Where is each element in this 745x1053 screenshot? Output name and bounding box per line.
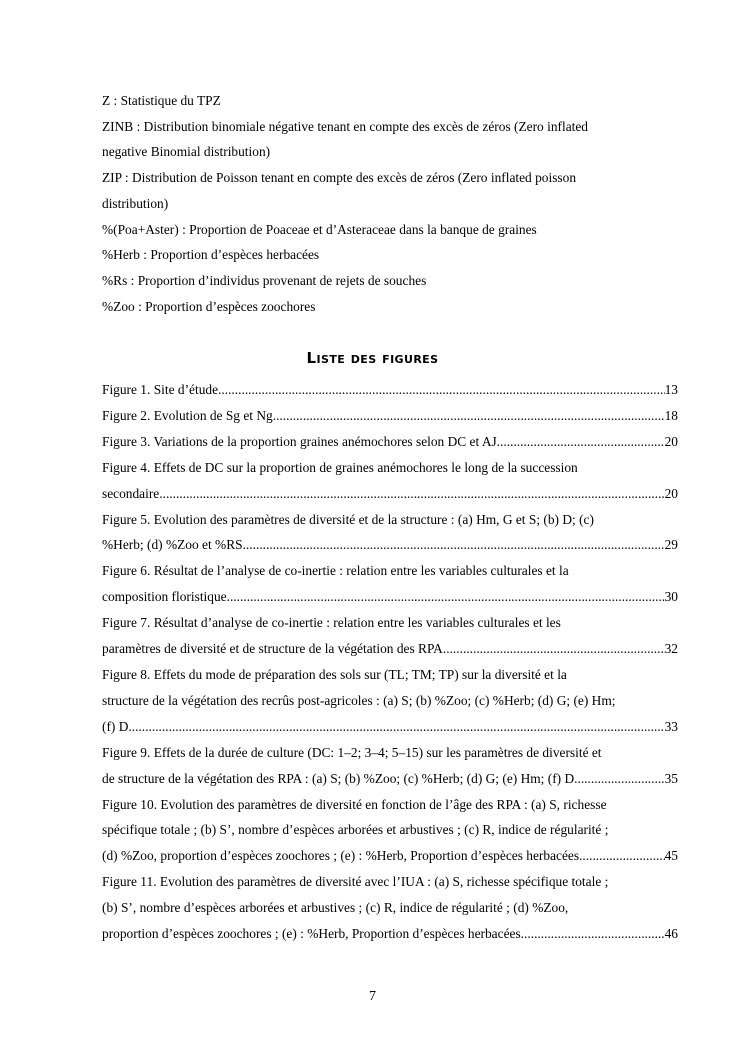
- figure-page-number: 32: [664, 641, 678, 657]
- dot-leader: [159, 481, 664, 507]
- figure-entry[interactable]: [102, 610, 678, 662]
- figure-entry-text: Figure 11. Evolution des paramètres de diversité avec l’IUA : (a) S, richesse spécifique totale ;: [102, 874, 609, 890]
- figure-entry-last-line: [102, 429, 678, 455]
- figure-page-number: 13: [664, 382, 678, 397]
- figure-entry-text: paramètres de diversité et de structure de la végétation des RPA.: [102, 641, 447, 657]
- abbreviation-line: distribution): [102, 195, 169, 211]
- abbreviation-line: ZIP : Distribution de Poisson tenant en compte des excès de zéros (Zero inflated poisson: [102, 170, 577, 186]
- figure-entry-last-line: [102, 584, 678, 610]
- figure-page-number: 20: [664, 485, 678, 501]
- figure-entry-text: Figure 10. Evolution des paramètres de diversité en fonction de l’âge des RPA : (a) S, richesse: [102, 796, 607, 812]
- figure-entry-text: Figure 8. Effets du mode de préparation des sols sur (TL; TM; TP) sur la diversité et la: [102, 666, 567, 682]
- figures-list: [102, 377, 678, 947]
- figure-entry-text: (b) S’, nombre d’espèces arborées et arbustives ; (c) R, indice de régularité ; (d) %Zoo,: [102, 900, 569, 916]
- abbreviation-entry: [102, 217, 662, 243]
- figure-entry-last-line: [102, 636, 678, 662]
- figure-entry[interactable]: [102, 792, 678, 870]
- abbreviation-entry: [102, 294, 662, 320]
- abbreviation-entry: [102, 242, 662, 268]
- dot-leader: [521, 921, 665, 947]
- figure-entry[interactable]: [102, 403, 678, 429]
- dot-leader: [246, 532, 665, 558]
- dot-leader: [273, 403, 665, 429]
- figure-entry-text: Figure 5. Evolution des paramètres de diversité et de la structure : (a) Hm, G et S; (b) D; (c): [102, 511, 594, 527]
- figures-list-heading: Liste des figures: [306, 349, 439, 367]
- figure-page-number: 33: [664, 718, 678, 734]
- abbreviation-entry: [102, 165, 662, 216]
- figure-entry-last-line: [102, 714, 678, 740]
- abbreviation-line: Z : Statistique du TPZ: [102, 93, 221, 108]
- figure-page-number: 35: [664, 770, 678, 786]
- abbreviation-list: [102, 88, 662, 319]
- abbreviation-line: negative Binomial distribution): [102, 144, 271, 160]
- figure-entry-text: spécifique totale ; (b) S’, nombre d’espèces arborées et arbustives ; (c) R, indice de régularité ;: [102, 822, 609, 838]
- figure-entry[interactable]: [102, 455, 678, 507]
- dot-leader: [218, 377, 665, 403]
- figure-entry-text: (f) D: [102, 718, 129, 734]
- figure-entry-text: Figure 1. Site d’étude: [102, 382, 219, 397]
- figure-entry-text: Figure 4. Effets de DC sur la proportion de graines anémochores le long de la succession: [102, 459, 578, 475]
- figure-entry-last-line: [102, 377, 678, 403]
- figure-page-number: 18: [664, 407, 678, 423]
- page-number: 7: [369, 989, 376, 1004]
- abbreviation-entry: [102, 88, 662, 114]
- figure-entry-last-line: [102, 481, 678, 507]
- figure-page-number: 45: [664, 848, 678, 864]
- dot-leader: [579, 843, 665, 869]
- abbreviation-line: ZINB : Distribution binomiale négative tenant en compte des excès de zéros (Zero inflated: [102, 118, 588, 134]
- figure-entry-text: Figure 2. Evolution de Sg et Ng: [102, 407, 273, 423]
- figure-entry[interactable]: [102, 558, 678, 610]
- figure-entry-text: %Herb; (d) %Zoo et %RS.: [102, 537, 246, 553]
- figure-entry-last-line: [102, 921, 678, 947]
- figure-entry-text: (d) %Zoo, proportion d’espèces zoochores ; (e) : %Herb, Proportion d’espèces herbacées: [102, 848, 580, 864]
- figure-page-number: 30: [664, 589, 678, 605]
- dot-leader: [128, 714, 664, 740]
- abbreviation-line: %Rs : Proportion d’individus provenant de rejets de souches: [102, 272, 427, 288]
- figure-entry-text: structure de la végétation des recrûs post-agricoles : (a) S; (b) %Zoo; (c) %Herb; (d) G; (e) Hm;: [102, 692, 616, 708]
- figure-entry-text: Figure 9. Effets de la durée de culture (DC: 1–2; 3–4; 5–15) sur les paramètres de diversité et: [102, 744, 602, 760]
- figure-entry-text: de structure de la végétation des RPA : (a) S; (b) %Zoo; (c) %Herb; (d) G; (e) Hm; (f) D.: [102, 770, 578, 786]
- figure-page-number: 29: [664, 537, 678, 553]
- dot-leader: [227, 584, 665, 610]
- figure-entry-text: composition floristique: [102, 589, 227, 605]
- figure-entry[interactable]: [102, 377, 678, 403]
- figure-entry-text: secondaire: [102, 485, 160, 501]
- figure-entry-text: proportion d’espèces zoochores ; (e) : %Herb, Proportion d’espèces herbacées: [102, 926, 521, 942]
- figure-entry[interactable]: [102, 662, 678, 740]
- figure-entry[interactable]: [102, 429, 678, 455]
- figure-entry-text: Figure 3. Variations de la proportion graines anémochores selon DC et AJ.: [102, 433, 501, 449]
- figure-entry[interactable]: [102, 507, 678, 559]
- figure-entry-text: Figure 7. Résultat d’analyse de co-inertie : relation entre les variables culturales et les: [102, 615, 561, 631]
- abbreviation-line: %Zoo : Proportion d’espèces zoochores: [102, 298, 316, 314]
- figure-entry-last-line: [102, 843, 678, 869]
- figure-page-number: 46: [664, 926, 678, 942]
- figure-entry-last-line: [102, 766, 678, 792]
- figure-entry[interactable]: [102, 740, 678, 792]
- abbreviation-entry: [102, 114, 662, 165]
- dot-leader: [446, 636, 664, 662]
- abbreviation-line: %(Poa+Aster) : Proportion de Poaceae et d’Asteraceae dans la banque de graines: [102, 221, 537, 237]
- dot-leader: [577, 766, 664, 792]
- figure-entry-text: Figure 6. Résultat de l’analyse de co-inertie : relation entre les variables culturales et la: [102, 563, 569, 579]
- figure-entry[interactable]: [102, 869, 678, 947]
- figure-entry-last-line: [102, 532, 678, 558]
- figure-entry-last-line: [102, 403, 678, 429]
- abbreviation-entry: [102, 268, 662, 294]
- abbreviation-line: %Herb : Proportion d’espèces herbacées: [102, 247, 320, 263]
- figure-page-number: 20: [664, 433, 678, 449]
- dot-leader: [500, 429, 665, 455]
